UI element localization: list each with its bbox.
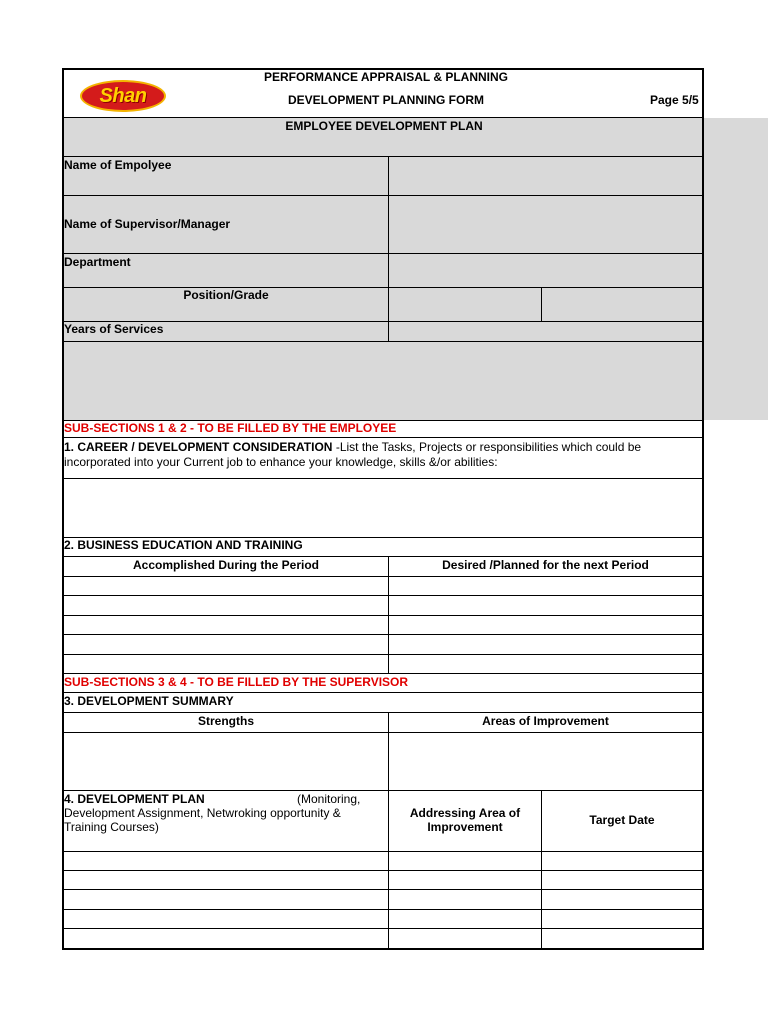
career-consideration-heading <box>64 440 641 454</box>
development-plan-desc-c: Training Courses) <box>64 820 159 834</box>
years-of-service-field[interactable] <box>389 322 702 341</box>
target-date-header: Target Date <box>589 813 655 827</box>
development-plan-desc-a: (Monitoring, <box>297 792 361 806</box>
career-consideration-field[interactable] <box>64 479 702 537</box>
strengths-header: Strengths <box>197 714 254 728</box>
sub-sections-1-2-banner: SUB-SECTIONS 1 & 2 - TO BE FILLED BY THE EMPLOYEE <box>64 421 397 435</box>
career-consideration-title: 1. CAREER / DEVELOPMENT CONSIDERATION <box>64 440 333 454</box>
employee-name-label: Name of Empolyee <box>64 158 172 172</box>
department-label: Department <box>64 255 131 269</box>
addressing-area-header-a: Addressing Area of <box>409 806 521 820</box>
development-plan-title: 4. DEVELOPMENT PLAN <box>64 792 205 806</box>
strengths-field[interactable] <box>64 733 388 790</box>
sub-sections-3-4-banner: SUB-SECTIONS 3 & 4 - TO BE FILLED BY THE SUPERVISOR <box>64 675 409 689</box>
position-grade-label: Position/Grade <box>183 288 269 302</box>
supervisor-name-label: Name of Supervisor/Manager <box>64 217 231 231</box>
desired-planned-header: Desired /Planned for the next Period <box>442 558 649 572</box>
career-consideration-desc-b: incorporated into your Current job to enhance your knowledge, skills &/or abilities: <box>64 455 498 469</box>
grade-field[interactable] <box>542 288 702 321</box>
employee-name-field[interactable] <box>389 157 702 195</box>
areas-of-improvement-header: Areas of Improvement <box>482 714 609 728</box>
addressing-area-header-b: Improvement <box>427 820 503 834</box>
areas-of-improvement-field[interactable] <box>389 733 702 790</box>
page-number: Page 5/5 <box>650 93 699 107</box>
supervisor-name-field[interactable] <box>389 196 702 253</box>
right-gray-panel <box>704 118 768 420</box>
position-field[interactable] <box>389 288 541 321</box>
business-education-title: 2. BUSINESS EDUCATION AND TRAINING <box>64 538 303 552</box>
career-consideration-desc-a: -List the Tasks, Projects or responsibilities which could be <box>332 440 642 454</box>
shan-logo <box>80 80 166 112</box>
blank-gray-block <box>64 341 704 420</box>
section-title: EMPLOYEE DEVELOPMENT PLAN <box>285 119 483 133</box>
logo-text: Shan <box>99 84 147 107</box>
accomplished-header: Accomplished During the Period <box>132 558 320 572</box>
development-plan-desc-b: Development Assignment, Netwroking opportunity & <box>64 806 341 820</box>
form-title-line2: DEVELOPMENT PLANNING FORM <box>287 93 484 107</box>
development-summary-title: 3. DEVELOPMENT SUMMARY <box>64 694 234 708</box>
form-title-line1: PERFORMANCE APPRAISAL & PLANNING <box>263 70 508 84</box>
department-field[interactable] <box>389 254 702 287</box>
years-of-service-label: Years of Services <box>64 322 164 336</box>
